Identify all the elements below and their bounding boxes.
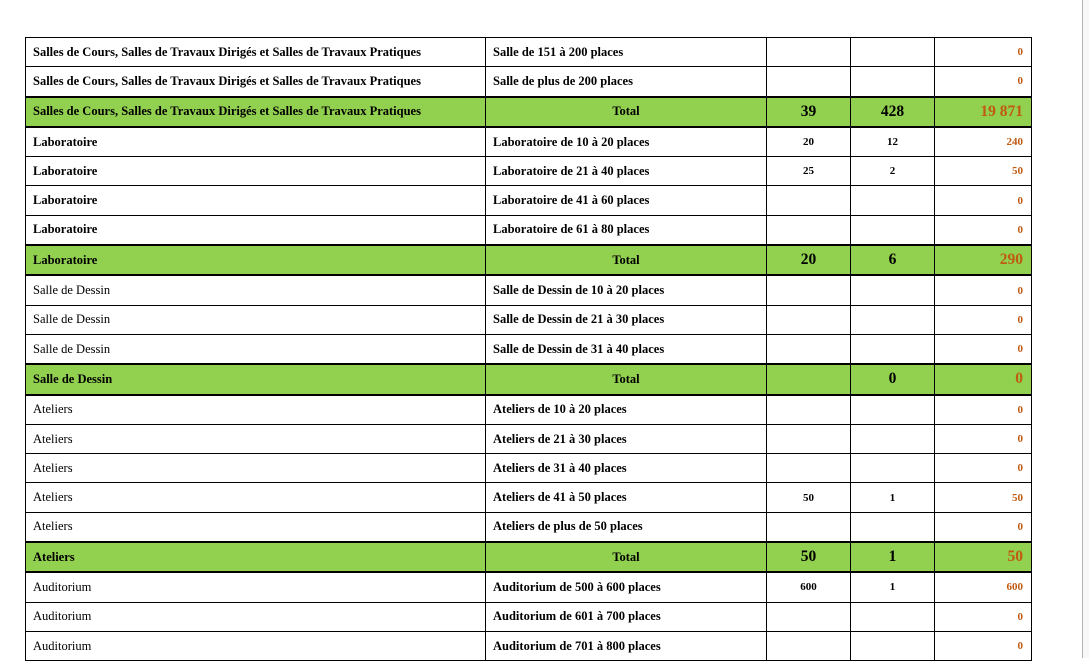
cell-capacity[interactable] (767, 275, 851, 305)
table-row (26, 483, 1032, 512)
table-row (26, 512, 1032, 542)
cell-room-type[interactable]: Laboratoire de 61 à 80 places (486, 215, 767, 245)
cell-room-type[interactable]: Laboratoire de 41 à 60 places (486, 186, 767, 215)
cell-category[interactable]: Ateliers (26, 395, 486, 425)
table-row (26, 454, 1032, 483)
cell-count[interactable] (851, 38, 935, 67)
cell-room-type[interactable]: Salle de Dessin de 31 à 40 places (486, 334, 767, 364)
cell-room-type[interactable]: Total (486, 542, 767, 572)
cell-category[interactable]: Ateliers (26, 483, 486, 512)
cell-capacity[interactable]: 50 (767, 542, 851, 572)
cell-total-places[interactable]: 0 (935, 215, 1032, 245)
cell-total-places[interactable]: 600 (935, 572, 1032, 602)
cell-capacity[interactable]: 39 (767, 97, 851, 127)
cell-total-places[interactable]: 0 (935, 512, 1032, 542)
cell-category[interactable]: Auditorium (26, 602, 486, 631)
table-row (26, 602, 1032, 631)
cell-category[interactable]: Ateliers (26, 424, 486, 453)
cell-room-type[interactable]: Ateliers de 31 à 40 places (486, 454, 767, 483)
table-row (26, 424, 1032, 453)
cell-total-places[interactable]: 0 (935, 364, 1032, 394)
cell-count[interactable] (851, 512, 935, 542)
cell-capacity[interactable]: 20 (767, 127, 851, 157)
cell-category[interactable]: Ateliers (26, 542, 486, 572)
rooms-summary-table (25, 37, 1032, 661)
cell-total-places[interactable]: 0 (935, 602, 1032, 631)
cell-total-places[interactable]: 0 (935, 38, 1032, 67)
cell-count[interactable] (851, 395, 935, 425)
cell-total-places[interactable]: 50 (935, 483, 1032, 512)
cell-count[interactable] (851, 602, 935, 631)
cell-room-type[interactable]: Laboratoire de 10 à 20 places (486, 127, 767, 157)
cell-category[interactable]: Salles de Cours, Salles de Travaux Dirigés et Salles de Travaux Pratiques (26, 67, 486, 97)
cell-category[interactable]: Laboratoire (26, 157, 486, 186)
table-row (26, 67, 1032, 97)
cell-room-type[interactable]: Auditorium de 601 à 700 places (486, 602, 767, 631)
cell-total-places[interactable]: 240 (935, 127, 1032, 157)
table-row (26, 334, 1032, 364)
cell-category[interactable]: Laboratoire (26, 245, 486, 275)
cell-count[interactable] (851, 305, 935, 334)
cell-count[interactable]: 1 (851, 483, 935, 512)
table-total-row (26, 97, 1032, 127)
table-row (26, 157, 1032, 186)
cell-capacity[interactable] (767, 424, 851, 453)
cell-category[interactable]: Ateliers (26, 512, 486, 542)
cell-total-places[interactable]: 0 (935, 424, 1032, 453)
cell-total-places[interactable]: 0 (935, 305, 1032, 334)
cell-category[interactable]: Ateliers (26, 454, 486, 483)
cell-category[interactable]: Auditorium (26, 631, 486, 660)
table-total-row (26, 245, 1032, 275)
cell-capacity[interactable] (767, 631, 851, 660)
cell-total-places[interactable]: 50 (935, 157, 1032, 186)
cell-capacity[interactable] (767, 305, 851, 334)
table-row (26, 38, 1032, 67)
page-right-edge (1082, 0, 1089, 658)
cell-category[interactable]: Salle de Dessin (26, 305, 486, 334)
cell-capacity[interactable]: 25 (767, 157, 851, 186)
cell-count[interactable]: 12 (851, 127, 935, 157)
cell-total-places[interactable]: 0 (935, 67, 1032, 97)
cell-category[interactable]: Laboratoire (26, 186, 486, 215)
cell-capacity[interactable] (767, 186, 851, 215)
cell-capacity[interactable] (767, 67, 851, 97)
cell-category[interactable]: Laboratoire (26, 127, 486, 157)
table-row (26, 186, 1032, 215)
cell-capacity[interactable] (767, 215, 851, 245)
cell-capacity[interactable]: 20 (767, 245, 851, 275)
table-total-row (26, 364, 1032, 394)
cell-category[interactable]: Laboratoire (26, 215, 486, 245)
table-row (26, 127, 1032, 157)
cell-count[interactable] (851, 334, 935, 364)
cell-total-places[interactable]: 0 (935, 186, 1032, 215)
cell-count[interactable] (851, 631, 935, 660)
cell-capacity[interactable]: 50 (767, 483, 851, 512)
cell-category[interactable]: Salle de Dessin (26, 334, 486, 364)
rooms-table-body (26, 38, 1032, 661)
cell-capacity[interactable]: 600 (767, 572, 851, 602)
cell-room-type[interactable]: Salle de Dessin de 21 à 30 places (486, 305, 767, 334)
cell-category[interactable]: Salle de Dessin (26, 275, 486, 305)
cell-count[interactable] (851, 454, 935, 483)
cell-total-places[interactable]: 0 (935, 275, 1032, 305)
cell-count[interactable] (851, 424, 935, 453)
cell-count[interactable]: 2 (851, 157, 935, 186)
cell-count[interactable] (851, 275, 935, 305)
cell-total-places[interactable]: 0 (935, 454, 1032, 483)
cell-total-places[interactable]: 19 871 (935, 97, 1032, 127)
cell-count[interactable]: 428 (851, 97, 935, 127)
cell-room-type[interactable]: Total (486, 97, 767, 127)
cell-room-type[interactable]: Salle de 151 à 200 places (486, 38, 767, 67)
cell-room-type[interactable]: Salle de plus de 200 places (486, 67, 767, 97)
cell-room-type[interactable]: Total (486, 245, 767, 275)
cell-category[interactable]: Salles de Cours, Salles de Travaux Dirigés et Salles de Travaux Pratiques (26, 38, 486, 67)
cell-room-type[interactable]: Ateliers de 21 à 30 places (486, 424, 767, 453)
cell-room-type[interactable]: Ateliers de 10 à 20 places (486, 395, 767, 425)
cell-count[interactable]: 0 (851, 364, 935, 394)
cell-capacity[interactable] (767, 602, 851, 631)
table-row (26, 572, 1032, 602)
cell-capacity[interactable] (767, 334, 851, 364)
table-row (26, 305, 1032, 334)
cell-capacity[interactable] (767, 512, 851, 542)
cell-category[interactable]: Salle de Dessin (26, 364, 486, 394)
cell-total-places[interactable]: 0 (935, 395, 1032, 425)
cell-total-places[interactable]: 290 (935, 245, 1032, 275)
cell-count[interactable]: 6 (851, 245, 935, 275)
cell-total-places[interactable]: 0 (935, 334, 1032, 364)
cell-capacity[interactable] (767, 454, 851, 483)
cell-count[interactable] (851, 186, 935, 215)
cell-count[interactable] (851, 215, 935, 245)
table-row (26, 631, 1032, 660)
cell-category[interactable]: Salles de Cours, Salles de Travaux Dirigés et Salles de Travaux Pratiques (26, 97, 486, 127)
cell-room-type[interactable]: Laboratoire de 21 à 40 places (486, 157, 767, 186)
cell-total-places[interactable]: 50 (935, 542, 1032, 572)
cell-capacity[interactable] (767, 364, 851, 394)
cell-room-type[interactable]: Auditorium de 701 à 800 places (486, 631, 767, 660)
table-row (26, 215, 1032, 245)
cell-capacity[interactable] (767, 395, 851, 425)
table-row (26, 275, 1032, 305)
cell-total-places[interactable]: 0 (935, 631, 1032, 660)
cell-room-type[interactable]: Auditorium de 500 à 600 places (486, 572, 767, 602)
cell-count[interactable]: 1 (851, 572, 935, 602)
cell-count[interactable] (851, 67, 935, 97)
cell-room-type[interactable]: Salle de Dessin de 10 à 20 places (486, 275, 767, 305)
cell-room-type[interactable]: Total (486, 364, 767, 394)
cell-room-type[interactable]: Ateliers de plus de 50 places (486, 512, 767, 542)
table-total-row (26, 542, 1032, 572)
cell-category[interactable]: Auditorium (26, 572, 486, 602)
cell-capacity[interactable] (767, 38, 851, 67)
table-row (26, 395, 1032, 425)
cell-room-type[interactable]: Ateliers de 41 à 50 places (486, 483, 767, 512)
cell-count[interactable]: 1 (851, 542, 935, 572)
